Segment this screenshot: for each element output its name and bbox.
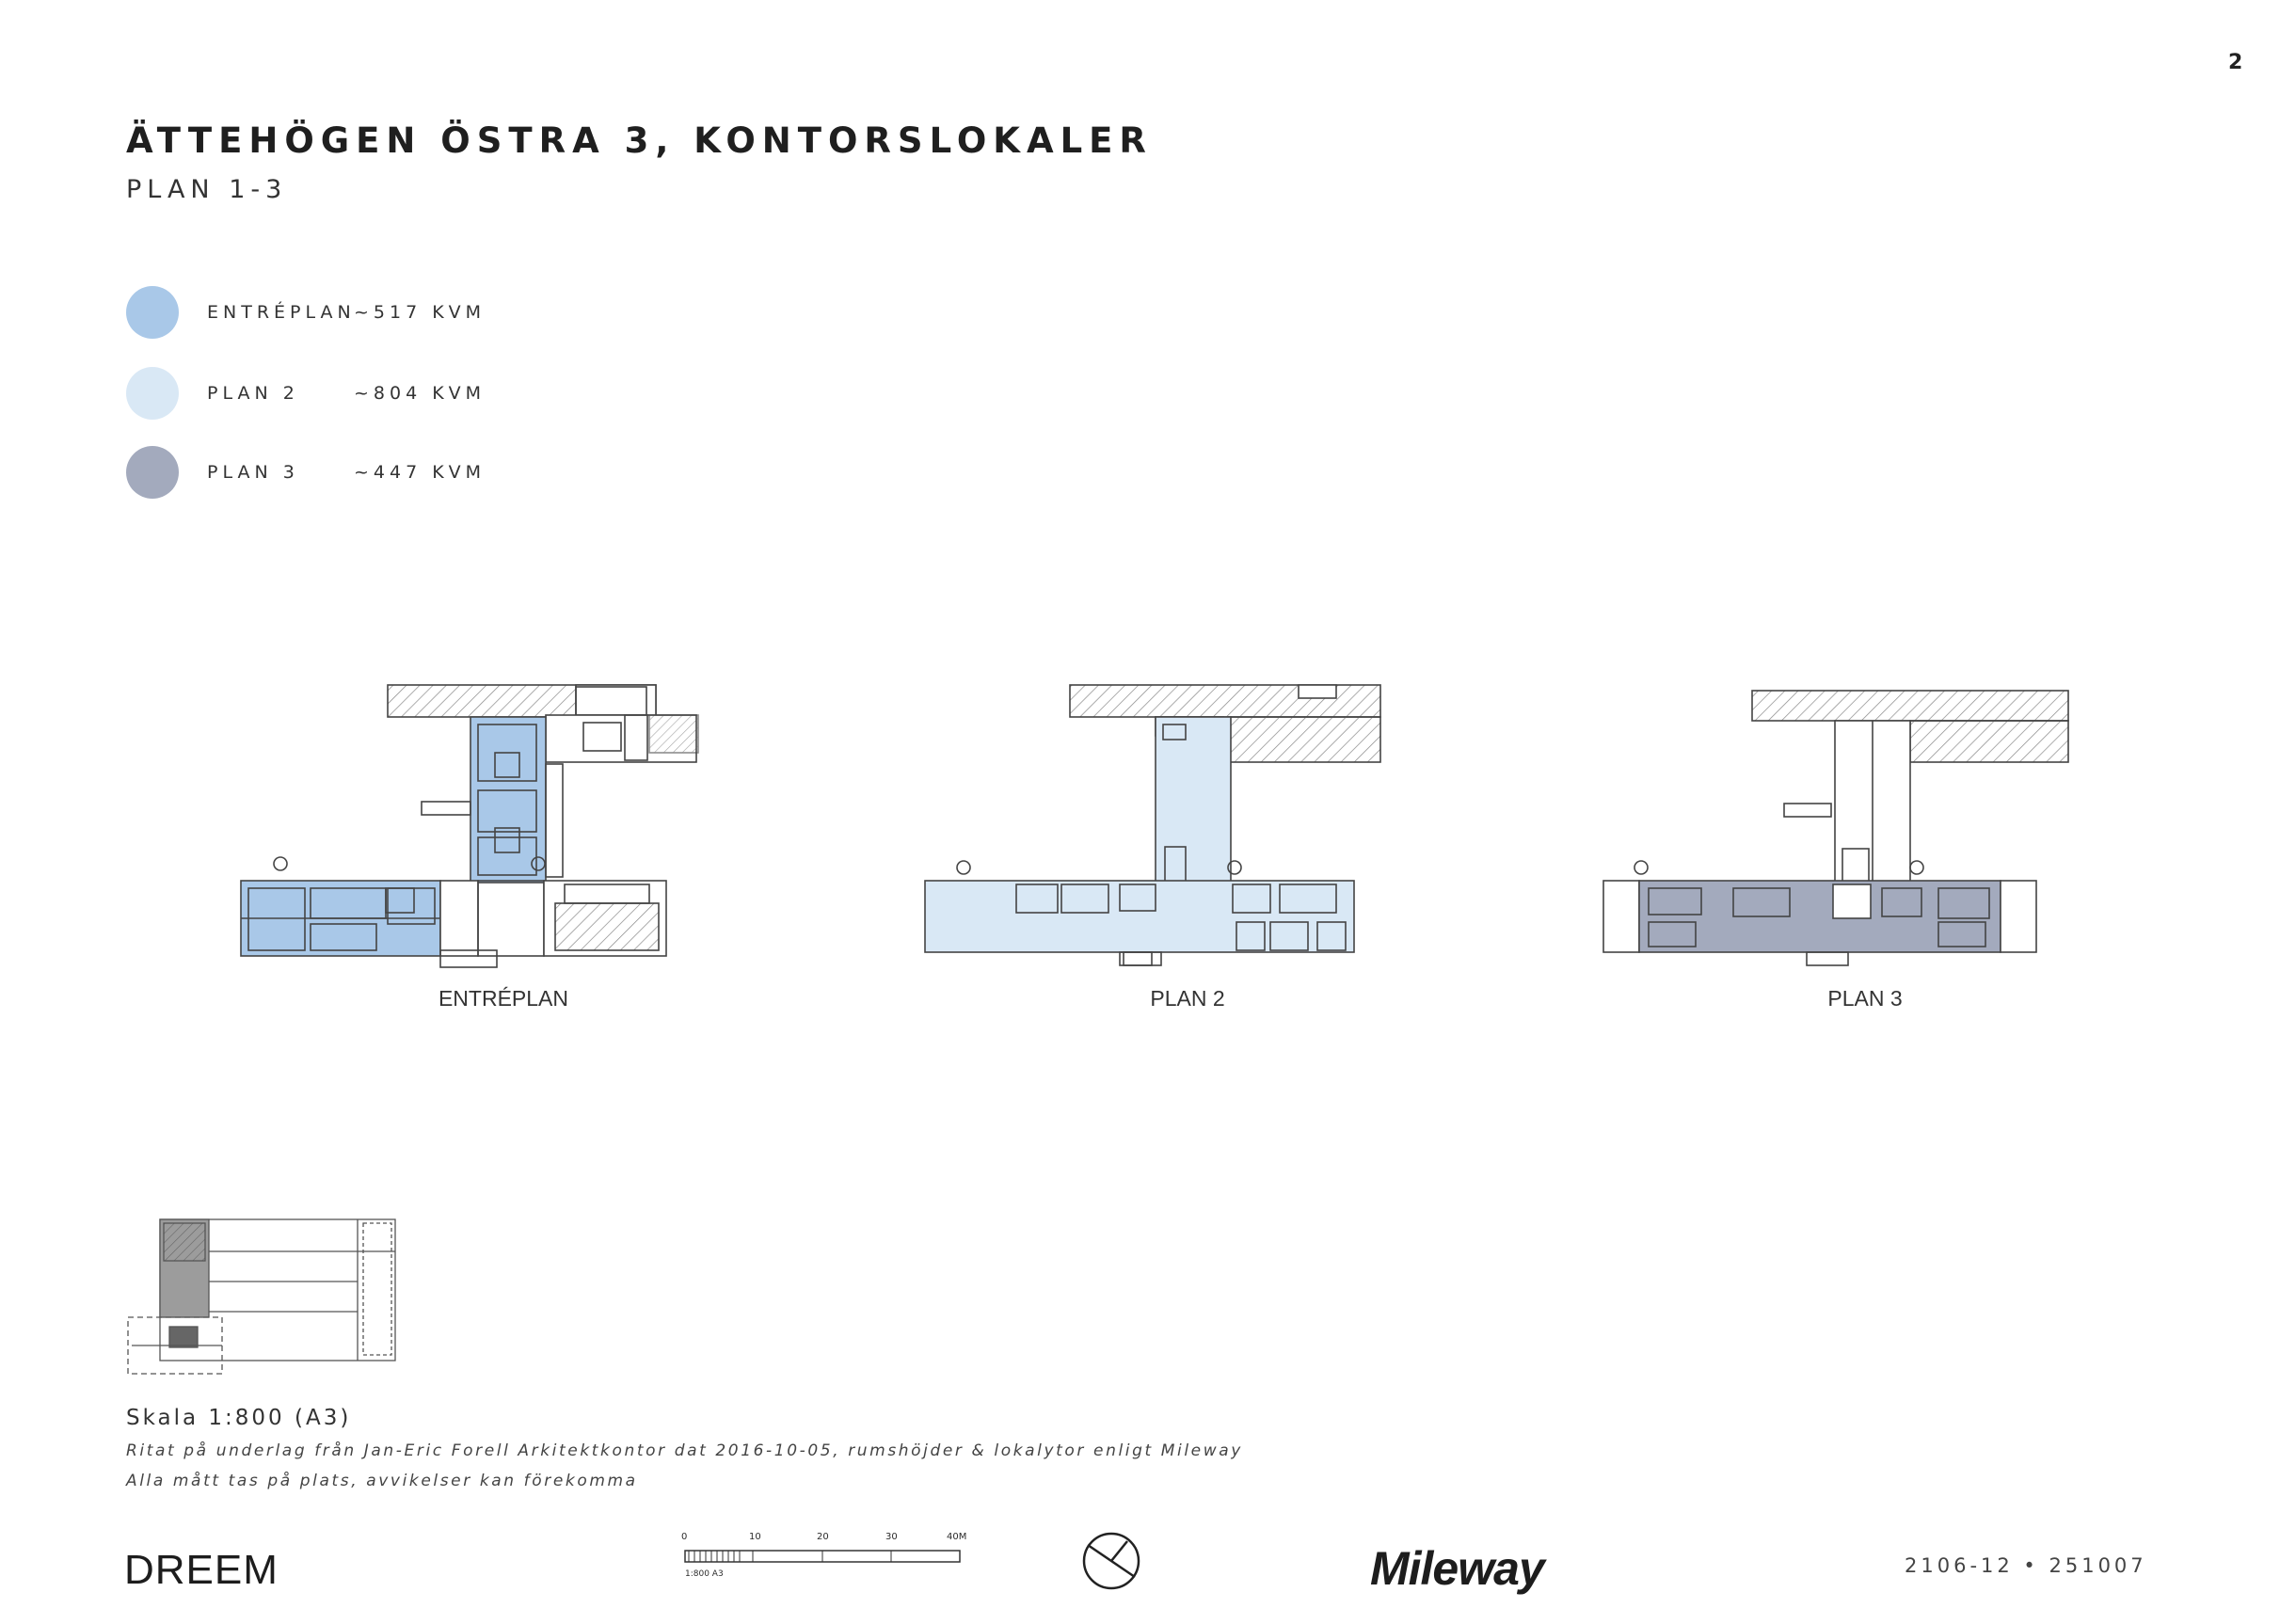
scale-bar xyxy=(679,1532,971,1588)
mileway-logo: Mileway xyxy=(1370,1542,1544,1595)
plan-entreplan xyxy=(241,685,698,967)
document-reference: 2106-12 • 251007 xyxy=(1905,1554,2147,1577)
disclaimer-note: Alla mått tas på plats, avvikelser kan förekomma xyxy=(126,1472,638,1490)
scale-tick-label: 40M xyxy=(947,1532,967,1542)
page-number: 2 xyxy=(2228,51,2243,74)
legend-label: PLAN 2 xyxy=(207,383,299,404)
legend-area: ~804 KVM xyxy=(354,383,486,404)
scale-tick-label: 30 xyxy=(885,1532,898,1542)
plan-label-plan-2: PLAN 2 xyxy=(1150,986,1225,1011)
site-key-plan xyxy=(128,1219,395,1374)
plan-3 xyxy=(1603,691,2068,965)
legend-area: ~447 KVM xyxy=(354,462,486,483)
north-arrow-icon xyxy=(1080,1530,1142,1592)
plan-2 xyxy=(925,685,1380,965)
legend-area: ~517 KVM xyxy=(354,302,486,323)
plan-label-entreplan: ENTRÉPLAN xyxy=(438,986,569,1011)
source-note: Ritat på underlag från Jan-Eric Forell Arkitektkontor dat 2016-10-05, rumshöjder & lokalytor enligt Mileway xyxy=(126,1441,1243,1460)
scale-tick-label: 20 xyxy=(817,1532,829,1542)
plan-label-plan-3: PLAN 3 xyxy=(1827,986,1903,1011)
page-title: ÄTTEHÖGEN ÖSTRA 3, KONTORSLOKALER xyxy=(126,120,1153,161)
legend-label: PLAN 3 xyxy=(207,462,299,483)
page-subtitle: PLAN 1-3 xyxy=(126,175,288,204)
legend-label: ENTRÉPLAN xyxy=(207,302,356,323)
dreem-logo: DREEM xyxy=(124,1547,279,1593)
scale-tick-label: 10 xyxy=(749,1532,761,1542)
scale-tick-label: 0 xyxy=(681,1532,688,1542)
scale-bar-caption: 1:800 A3 xyxy=(685,1569,724,1579)
scale-text: Skala 1:800 (A3) xyxy=(126,1406,352,1430)
